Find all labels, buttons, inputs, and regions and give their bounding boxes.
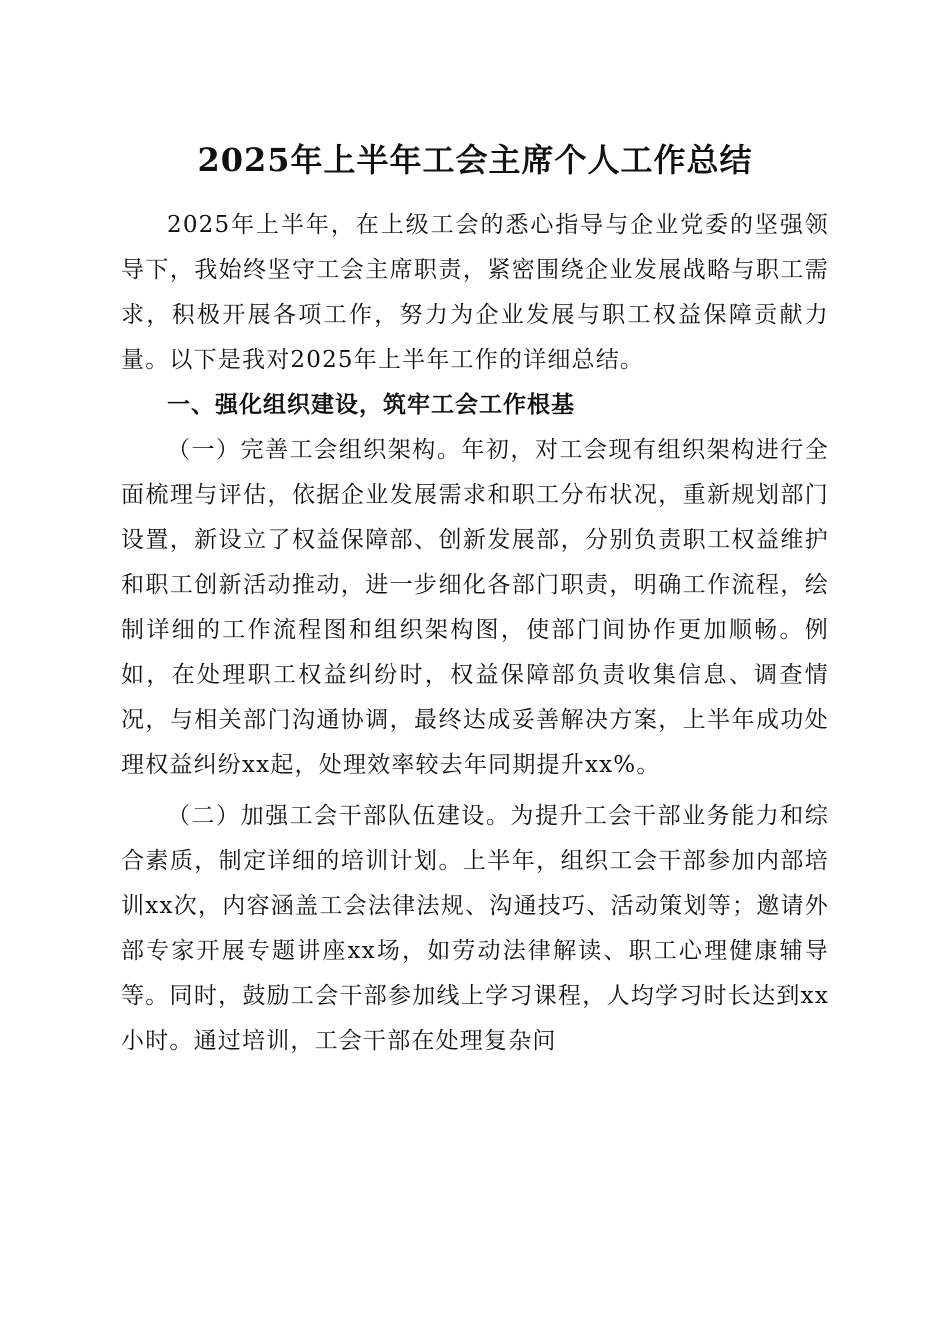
item2-lead: （二）加强工会干部队伍建设。 <box>167 803 511 829</box>
item1-paragraph <box>121 428 829 788</box>
item2-paragraph <box>121 794 829 1064</box>
item2-text: 为提升工会干部业务能力和综合素质，制定详细的培训计划。上半年，组织工会干部参加内部培训xx次，内容涵盖工会法律法规、沟通技巧、活动策划等；邀请外部专家开展专题讲座xx场，如劳动法律解读、职工心理健康辅导等。同时，鼓励工会干部参加线上学习课程，人均学习时长达到xx小时。通过培训，工会干部在处理复杂问 <box>121 803 829 1054</box>
item1-lead: （一）完善工会组织架构。 <box>167 437 462 463</box>
document-body <box>121 203 829 1064</box>
intro-paragraph: 2025年上半年，在上级工会的悉心指导与企业党委的坚强领导下，我始终坚守工会主席职责，紧密围绕企业发展战略与职工需求，积极开展各项工作，努力为企业发展与职工权益保障贡献力量。以下是我对2025年上半年工作的详细总结。 <box>121 212 829 373</box>
section-heading: 一、强化组织建设，筑牢工会工作根基 <box>167 392 575 418</box>
item1-text: 年初，对工会现有组织架构进行全面梳理与评估，依据企业发展需求和职工分布状况，重新规划部门设置，新设立了权益保障部、创新发展部，分别负责职工权益维护和职工创新活动推动，进一步细化各部门职责，明确工作流程，绘制详细的工作流程图和组织架构图，使部门间协作更加顺畅。例如，在处理职工权益纠纷时，权益保障部负责收集信息、调查情况，与相关部门沟通协调，最终达成妥善解决方案，上半年成功处理权益纠纷xx起，处理效率较去年同期提升xx%。 <box>121 437 830 778</box>
document-title: 2025年上半年工会主席个人工作总结 <box>197 141 753 179</box>
